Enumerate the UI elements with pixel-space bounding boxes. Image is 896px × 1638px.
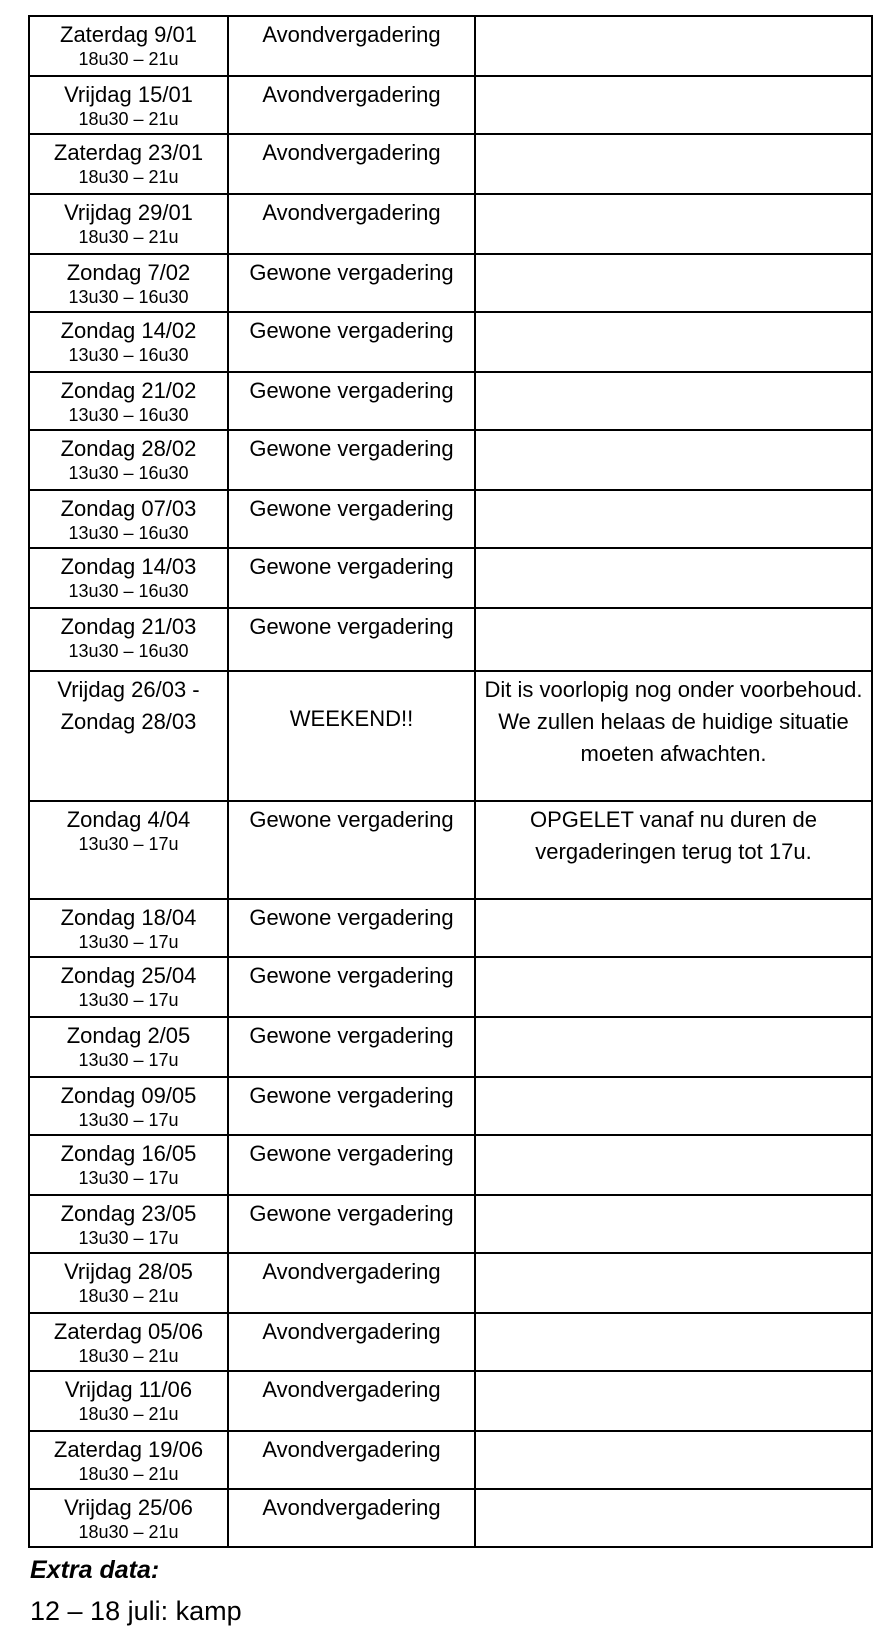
meeting-type: Gewone vergadering bbox=[249, 378, 454, 403]
type-cell bbox=[228, 1077, 475, 1135]
note-cell bbox=[475, 312, 872, 372]
type-cell bbox=[228, 430, 475, 490]
time-label: 18u30 – 21u bbox=[78, 227, 179, 247]
type-cell bbox=[228, 254, 475, 312]
type-cell bbox=[228, 16, 475, 76]
table-row bbox=[29, 801, 872, 899]
table-row bbox=[29, 1135, 872, 1195]
table-row bbox=[29, 134, 872, 194]
date-cell bbox=[29, 671, 228, 801]
meeting-type: Avondvergadering bbox=[262, 82, 441, 107]
table-row bbox=[29, 1253, 872, 1313]
date-cell bbox=[29, 1489, 228, 1547]
table-row bbox=[29, 1017, 872, 1077]
date-cell bbox=[29, 1371, 228, 1431]
note-cell bbox=[475, 608, 872, 671]
type-cell bbox=[228, 1431, 475, 1489]
date-label: Vrijdag 26/03 - bbox=[57, 677, 200, 702]
meeting-type: Gewone vergadering bbox=[249, 260, 454, 285]
date-label: Zaterdag 19/06 bbox=[53, 1437, 204, 1462]
type-cell bbox=[228, 1371, 475, 1431]
meeting-type: Avondvergadering bbox=[262, 1495, 441, 1520]
meeting-type: Gewone vergadering bbox=[249, 496, 454, 521]
type-cell bbox=[228, 548, 475, 608]
date-cell bbox=[29, 490, 228, 548]
table-row bbox=[29, 1195, 872, 1253]
note-cell bbox=[475, 430, 872, 490]
date-label: Zondag 14/03 bbox=[60, 554, 197, 579]
table-row bbox=[29, 548, 872, 608]
time-label: 18u30 – 21u bbox=[78, 1404, 179, 1424]
table-row bbox=[29, 608, 872, 671]
note-cell bbox=[475, 548, 872, 608]
meeting-type: Gewone vergadering bbox=[249, 807, 454, 832]
time-label: 13u30 – 16u30 bbox=[68, 641, 189, 661]
date-cell bbox=[29, 76, 228, 134]
date-cell bbox=[29, 254, 228, 312]
note-cell bbox=[475, 194, 872, 254]
time-label: 18u30 – 21u bbox=[78, 109, 179, 129]
date-cell bbox=[29, 1077, 228, 1135]
time-label: 13u30 – 16u30 bbox=[68, 581, 189, 601]
table-row bbox=[29, 671, 872, 801]
note-cell bbox=[475, 1431, 872, 1489]
time-label: 13u30 – 17u bbox=[78, 834, 179, 854]
date-label: Zondag 23/05 bbox=[60, 1201, 197, 1226]
date-cell bbox=[29, 1135, 228, 1195]
date-cell bbox=[29, 1431, 228, 1489]
date-cell bbox=[29, 134, 228, 194]
date-cell bbox=[29, 1017, 228, 1077]
meeting-type: Avondvergadering bbox=[262, 1377, 441, 1402]
note-cell bbox=[475, 671, 872, 801]
type-cell bbox=[228, 957, 475, 1017]
meeting-type: Avondvergadering bbox=[262, 200, 441, 225]
date-cell bbox=[29, 548, 228, 608]
note-cell bbox=[475, 76, 872, 134]
date-label: Zondag 21/03 bbox=[60, 614, 197, 639]
time-label: 13u30 – 16u30 bbox=[68, 287, 189, 307]
type-cell bbox=[228, 372, 475, 430]
date-cell bbox=[29, 1313, 228, 1371]
note-cell bbox=[475, 254, 872, 312]
type-cell bbox=[228, 312, 475, 372]
meeting-type: Gewone vergadering bbox=[249, 1083, 454, 1108]
meeting-type: Avondvergadering bbox=[262, 1259, 441, 1284]
date-label: Vrijdag 25/06 bbox=[64, 1495, 193, 1520]
note-cell bbox=[475, 1371, 872, 1431]
note-cell bbox=[475, 1077, 872, 1135]
type-cell bbox=[228, 1195, 475, 1253]
meeting-type: Gewone vergadering bbox=[249, 318, 454, 343]
table-row bbox=[29, 1371, 872, 1431]
type-cell bbox=[228, 76, 475, 134]
table-row bbox=[29, 16, 872, 76]
note-cell bbox=[475, 1017, 872, 1077]
type-cell bbox=[228, 1489, 475, 1547]
date-cell bbox=[29, 1253, 228, 1313]
time-label: 13u30 – 17u bbox=[78, 990, 179, 1010]
note-cell bbox=[475, 899, 872, 957]
date-label: Zondag 25/04 bbox=[60, 963, 197, 988]
table-row bbox=[29, 1077, 872, 1135]
time-label: 18u30 – 21u bbox=[78, 167, 179, 187]
table-row bbox=[29, 194, 872, 254]
time-label: 13u30 – 17u bbox=[78, 1050, 179, 1070]
type-cell bbox=[228, 801, 475, 899]
note-cell bbox=[475, 1195, 872, 1253]
time-label: 18u30 – 21u bbox=[78, 1286, 179, 1306]
type-cell bbox=[228, 1253, 475, 1313]
date-cell bbox=[29, 430, 228, 490]
time-label: 13u30 – 17u bbox=[78, 1110, 179, 1130]
date-label: Zaterdag 05/06 bbox=[53, 1319, 204, 1344]
table-row bbox=[29, 1431, 872, 1489]
meeting-type: Avondvergadering bbox=[262, 140, 441, 165]
meeting-type: Avondvergadering bbox=[262, 22, 441, 47]
type-cell bbox=[228, 671, 475, 801]
note-text: Dit is voorlopig nog onder voorbehoud. We zullen helaas de huidige situatie moeten afwachten. bbox=[484, 677, 863, 766]
time-label: 18u30 – 21u bbox=[78, 1346, 179, 1366]
type-cell bbox=[228, 134, 475, 194]
date-label: Zondag 7/02 bbox=[66, 260, 191, 285]
note-cell bbox=[475, 372, 872, 430]
type-cell bbox=[228, 490, 475, 548]
time-label: 13u30 – 17u bbox=[78, 1228, 179, 1248]
meeting-type: Gewone vergadering bbox=[249, 614, 454, 639]
table-row bbox=[29, 1313, 872, 1371]
note-text: OPGELET vanaf nu duren de vergaderingen terug tot 17u. bbox=[530, 807, 817, 864]
date-label: Zondag 28/02 bbox=[60, 436, 197, 461]
extra-data-line: 12 – 18 juli: kamp bbox=[30, 1596, 242, 1626]
time-label: 13u30 – 16u30 bbox=[68, 405, 189, 425]
note-cell bbox=[475, 16, 872, 76]
date-cell bbox=[29, 899, 228, 957]
date-cell bbox=[29, 312, 228, 372]
meeting-type: Gewone vergadering bbox=[249, 963, 454, 988]
table-row bbox=[29, 899, 872, 957]
time-label: 13u30 – 17u bbox=[78, 932, 179, 952]
meeting-type: Avondvergadering bbox=[262, 1437, 441, 1462]
table-row bbox=[29, 372, 872, 430]
note-cell bbox=[475, 957, 872, 1017]
date-label: Zondag 16/05 bbox=[60, 1141, 197, 1166]
date-cell bbox=[29, 1195, 228, 1253]
date-label: Zondag 2/05 bbox=[66, 1023, 191, 1048]
date-label: Vrijdag 28/05 bbox=[64, 1259, 193, 1284]
date-label: Vrijdag 29/01 bbox=[64, 200, 193, 225]
note-cell bbox=[475, 1253, 872, 1313]
type-cell bbox=[228, 194, 475, 254]
note-cell bbox=[475, 1135, 872, 1195]
date-label: Zaterdag 23/01 bbox=[53, 140, 204, 165]
note-cell bbox=[475, 1489, 872, 1547]
date-cell bbox=[29, 608, 228, 671]
schedule-table bbox=[28, 15, 873, 1548]
type-cell bbox=[228, 1017, 475, 1077]
meeting-type: Gewone vergadering bbox=[249, 436, 454, 461]
date-cell bbox=[29, 194, 228, 254]
date-label-end: Zondag 28/03 bbox=[60, 709, 197, 734]
date-label: Zondag 21/02 bbox=[60, 378, 197, 403]
date-cell bbox=[29, 801, 228, 899]
note-cell bbox=[475, 490, 872, 548]
time-label: 18u30 – 21u bbox=[78, 1464, 179, 1484]
time-label: 13u30 – 16u30 bbox=[68, 463, 189, 483]
meeting-type: Gewone vergadering bbox=[249, 554, 454, 579]
note-cell bbox=[475, 1313, 872, 1371]
time-label: 13u30 – 16u30 bbox=[68, 523, 189, 543]
date-label: Zaterdag 9/01 bbox=[60, 22, 197, 47]
type-cell bbox=[228, 608, 475, 671]
type-cell bbox=[228, 1313, 475, 1371]
date-cell bbox=[29, 372, 228, 430]
date-cell bbox=[29, 957, 228, 1017]
time-label: 18u30 – 21u bbox=[78, 1522, 179, 1542]
table-row bbox=[29, 312, 872, 372]
table-row bbox=[29, 430, 872, 490]
extra-data-heading: Extra data: bbox=[30, 1556, 160, 1584]
note-cell bbox=[475, 801, 872, 899]
meeting-type: Gewone vergadering bbox=[249, 1023, 454, 1048]
date-label: Vrijdag 15/01 bbox=[64, 82, 193, 107]
time-label: 13u30 – 16u30 bbox=[68, 345, 189, 365]
date-label: Zondag 4/04 bbox=[66, 807, 191, 832]
date-label: Vrijdag 11/06 bbox=[64, 1377, 193, 1402]
meeting-type: Gewone vergadering bbox=[249, 1201, 454, 1226]
type-cell bbox=[228, 899, 475, 957]
table-row bbox=[29, 76, 872, 134]
table-row bbox=[29, 490, 872, 548]
meeting-type: Gewone vergadering bbox=[249, 1141, 454, 1166]
date-label: Zondag 18/04 bbox=[60, 905, 197, 930]
date-label: Zondag 14/02 bbox=[60, 318, 197, 343]
table-row bbox=[29, 254, 872, 312]
meeting-type: Avondvergadering bbox=[262, 1319, 441, 1344]
date-label: Zondag 07/03 bbox=[60, 496, 197, 521]
table-row bbox=[29, 957, 872, 1017]
date-cell bbox=[29, 16, 228, 76]
time-label: 18u30 – 21u bbox=[78, 49, 179, 69]
time-label: 13u30 – 17u bbox=[78, 1168, 179, 1188]
note-cell bbox=[475, 134, 872, 194]
date-label: Zondag 09/05 bbox=[60, 1083, 197, 1108]
type-cell bbox=[228, 1135, 475, 1195]
meeting-type: Gewone vergadering bbox=[249, 905, 454, 930]
table-row bbox=[29, 1489, 872, 1547]
meeting-type: WEEKEND!! bbox=[289, 706, 414, 731]
